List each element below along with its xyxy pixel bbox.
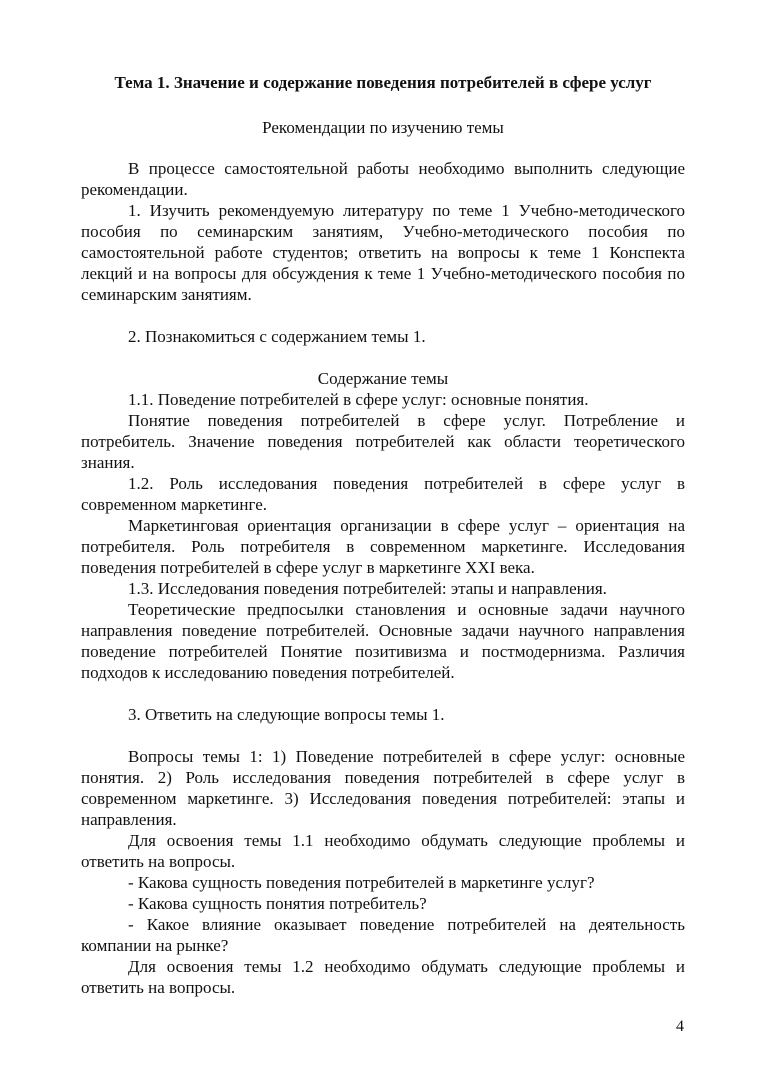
- question-item: - Какое влияние оказывает поведение потребителей на деятельность компании на рынке?: [81, 915, 685, 955]
- topic-text: Понятие поведения потребителей в сфере услуг. Потребление и потребитель. Значение поведения потребителей как области теоретического знания.: [81, 411, 685, 472]
- page-title: Тема 1. Значение и содержание поведения потребителей в сфере услуг: [114, 73, 652, 92]
- contents-heading: Содержание темы: [317, 369, 449, 388]
- topic-heading: 1.3. Исследования поведения потребителей: этапы и направления.: [128, 579, 607, 598]
- topic-1-1-task: Для освоения темы 1.1 необходимо обдумать следующие проблемы и ответить на вопросы.: [81, 831, 685, 871]
- question-item: - Какова сущность поведения потребителей в маркетинге услуг?: [128, 873, 595, 892]
- topic-heading: 1.2. Роль исследования поведения потребителей в сфере услуг в современном маркетинге.: [81, 474, 685, 514]
- step-2-paragraph: 2. Познакомиться с содержанием темы 1.: [128, 327, 426, 346]
- step-1-paragraph: 1. Изучить рекомендуемую литературу по теме 1 Учебно-методического пособия по семинарским занятиям, Учебно-методического пособия по самостоятельной работе студентов; ответить на вопросы к теме 1 Конспекта лекций и на вопросы для обсуждения к теме 1 Учебно-методического пособия по семинарским занятиям.: [81, 201, 685, 304]
- topic-heading: 1.1. Поведение потребителей в сфере услуг: основные понятия.: [128, 390, 589, 409]
- step-3-paragraph: 3. Ответить на следующие вопросы темы 1.: [128, 705, 445, 724]
- questions-intro: Вопросы темы 1: 1) Поведение потребителей в сфере услуг: основные понятия. 2) Роль исследования поведения потребителей в сфере услуг в современном маркетинге. 3) Исследования поведения потребителей: этапы и направления.: [81, 747, 685, 829]
- section-subtitle: Рекомендации по изучению темы: [262, 118, 504, 137]
- topic-text: Теоретические предпосылки становления и основные задачи научного направления поведение потребителей. Основные задачи научного направления поведение потребителей Понятие позитивизма и постмодернизма. Различия подходов к исследованию поведения потребителей.: [81, 600, 685, 682]
- intro-paragraph: В процессе самостоятельной работы необходимо выполнить следующие рекомендации.: [81, 159, 685, 199]
- question-item: - Какова сущность понятия потребитель?: [128, 894, 427, 913]
- page-number: 4: [676, 1018, 684, 1035]
- document-body: [81, 72, 685, 998]
- topic-1-2-task: Для освоения темы 1.2 необходимо обдумать следующие проблемы и ответить на вопросы.: [81, 957, 685, 997]
- topic-text: Маркетинговая ориентация организации в сфере услуг – ориентация на потребителя. Роль потребителя в современном маркетинге. Исследования поведения потребителей в сфере услуг в маркетинге XXI века.: [81, 516, 685, 577]
